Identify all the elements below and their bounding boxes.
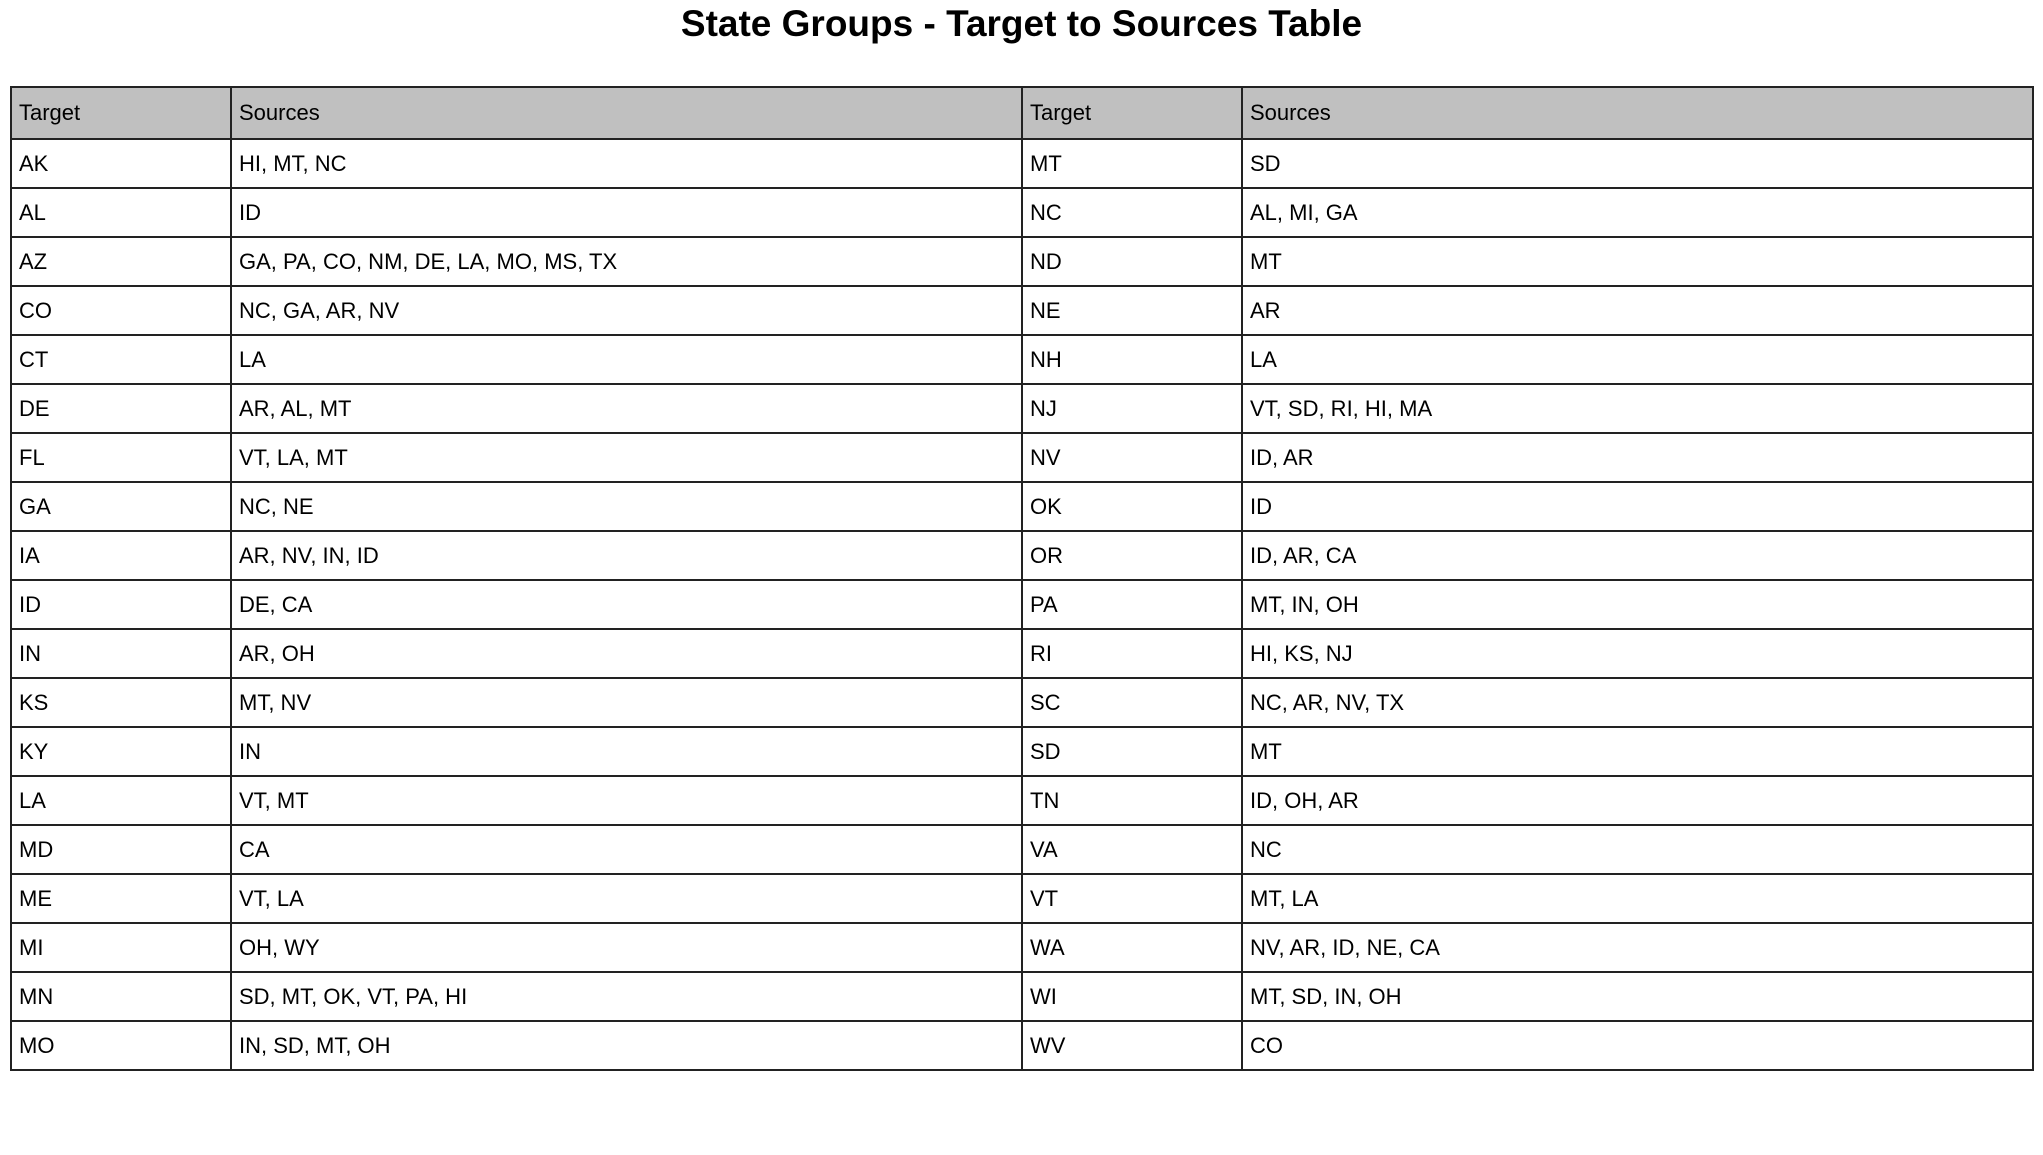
target-cell-right: NE bbox=[1022, 286, 1242, 335]
sources-cell-left: DE, CA bbox=[231, 580, 1022, 629]
sources-cell-left: GA, PA, CO, NM, DE, LA, MO, MS, TX bbox=[231, 237, 1022, 286]
table-body bbox=[11, 139, 2033, 1070]
target-cell-left: KY bbox=[11, 727, 231, 776]
target-cell-left: MI bbox=[11, 923, 231, 972]
sources-cell-right: MT, SD, IN, OH bbox=[1242, 972, 2033, 1021]
sources-cell-right: SD bbox=[1242, 139, 2033, 188]
header-target-right: Target bbox=[1022, 87, 1242, 139]
sources-cell-left: IN bbox=[231, 727, 1022, 776]
table-row bbox=[11, 188, 2033, 237]
sources-cell-right: MT bbox=[1242, 237, 2033, 286]
sources-cell-left: MT, NV bbox=[231, 678, 1022, 727]
table-row bbox=[11, 629, 2033, 678]
table-row bbox=[11, 433, 2033, 482]
target-cell-left: ME bbox=[11, 874, 231, 923]
sources-cell-right: VT, SD, RI, HI, MA bbox=[1242, 384, 2033, 433]
target-cell-right: SC bbox=[1022, 678, 1242, 727]
target-cell-left: ID bbox=[11, 580, 231, 629]
target-cell-right: NH bbox=[1022, 335, 1242, 384]
table-row bbox=[11, 335, 2033, 384]
sources-cell-right: CO bbox=[1242, 1021, 2033, 1070]
target-cell-right: NV bbox=[1022, 433, 1242, 482]
sources-cell-right: NC bbox=[1242, 825, 2033, 874]
sources-cell-left: LA bbox=[231, 335, 1022, 384]
table-row bbox=[11, 580, 2033, 629]
target-cell-right: TN bbox=[1022, 776, 1242, 825]
sources-cell-right: HI, KS, NJ bbox=[1242, 629, 2033, 678]
sources-cell-right: LA bbox=[1242, 335, 2033, 384]
target-cell-left: CO bbox=[11, 286, 231, 335]
sources-cell-left: AR, NV, IN, ID bbox=[231, 531, 1022, 580]
target-cell-right: NJ bbox=[1022, 384, 1242, 433]
target-cell-right: WI bbox=[1022, 972, 1242, 1021]
sources-cell-right: MT, LA bbox=[1242, 874, 2033, 923]
sources-cell-right: ID, AR, CA bbox=[1242, 531, 2033, 580]
target-cell-left: AK bbox=[11, 139, 231, 188]
header-target-left: Target bbox=[11, 87, 231, 139]
sources-cell-left: AR, OH bbox=[231, 629, 1022, 678]
sources-cell-left: HI, MT, NC bbox=[231, 139, 1022, 188]
sources-cell-right: NC, AR, NV, TX bbox=[1242, 678, 2033, 727]
header-sources-right: Sources bbox=[1242, 87, 2033, 139]
page-title: State Groups - Target to Sources Table bbox=[680, 3, 1363, 44]
sources-cell-left: VT, MT bbox=[231, 776, 1022, 825]
target-cell-left: LA bbox=[11, 776, 231, 825]
target-cell-right: RI bbox=[1022, 629, 1242, 678]
table-row bbox=[11, 482, 2033, 531]
sources-cell-right: MT, IN, OH bbox=[1242, 580, 2033, 629]
sources-cell-right: NV, AR, ID, NE, CA bbox=[1242, 923, 2033, 972]
target-cell-left: MD bbox=[11, 825, 231, 874]
table-row bbox=[11, 727, 2033, 776]
sources-cell-left: VT, LA bbox=[231, 874, 1022, 923]
target-cell-left: FL bbox=[11, 433, 231, 482]
sources-cell-left: ID bbox=[231, 188, 1022, 237]
target-cell-right: WV bbox=[1022, 1021, 1242, 1070]
target-cell-right: OK bbox=[1022, 482, 1242, 531]
sources-cell-right: AL, MI, GA bbox=[1242, 188, 2033, 237]
table-row bbox=[11, 776, 2033, 825]
target-cell-right: NC bbox=[1022, 188, 1242, 237]
sources-cell-right: ID, OH, AR bbox=[1242, 776, 2033, 825]
target-cell-left: AZ bbox=[11, 237, 231, 286]
target-sources-table bbox=[10, 86, 2034, 1071]
target-cell-right: WA bbox=[1022, 923, 1242, 972]
sources-cell-right: ID, AR bbox=[1242, 433, 2033, 482]
target-cell-left: AL bbox=[11, 188, 231, 237]
header-sources-left: Sources bbox=[231, 87, 1022, 139]
table-row bbox=[11, 923, 2033, 972]
table-header bbox=[11, 87, 2033, 139]
sources-cell-left: SD, MT, OK, VT, PA, HI bbox=[231, 972, 1022, 1021]
target-cell-right: VA bbox=[1022, 825, 1242, 874]
target-cell-left: MN bbox=[11, 972, 231, 1021]
table-row bbox=[11, 874, 2033, 923]
table-row bbox=[11, 286, 2033, 335]
sources-cell-left: IN, SD, MT, OH bbox=[231, 1021, 1022, 1070]
target-cell-left: IN bbox=[11, 629, 231, 678]
sources-cell-right: MT bbox=[1242, 727, 2033, 776]
target-cell-left: IA bbox=[11, 531, 231, 580]
target-cell-left: CT bbox=[11, 335, 231, 384]
table-row bbox=[11, 678, 2033, 727]
sources-cell-right: ID bbox=[1242, 482, 2033, 531]
sources-cell-left: CA bbox=[231, 825, 1022, 874]
table-row bbox=[11, 1021, 2033, 1070]
table-row bbox=[11, 825, 2033, 874]
target-cell-right: VT bbox=[1022, 874, 1242, 923]
target-cell-right: SD bbox=[1022, 727, 1242, 776]
sources-cell-left: VT, LA, MT bbox=[231, 433, 1022, 482]
sources-cell-left: OH, WY bbox=[231, 923, 1022, 972]
sources-cell-left: NC, GA, AR, NV bbox=[231, 286, 1022, 335]
target-cell-right: ND bbox=[1022, 237, 1242, 286]
target-cell-right: OR bbox=[1022, 531, 1242, 580]
table-row bbox=[11, 237, 2033, 286]
target-cell-left: DE bbox=[11, 384, 231, 433]
target-cell-left: MO bbox=[11, 1021, 231, 1070]
table-row bbox=[11, 972, 2033, 1021]
sources-cell-left: AR, AL, MT bbox=[231, 384, 1022, 433]
target-cell-left: GA bbox=[11, 482, 231, 531]
table-row bbox=[11, 139, 2033, 188]
table-row bbox=[11, 531, 2033, 580]
target-cell-left: KS bbox=[11, 678, 231, 727]
table-row bbox=[11, 384, 2033, 433]
sources-cell-left: NC, NE bbox=[231, 482, 1022, 531]
sources-cell-right: AR bbox=[1242, 286, 2033, 335]
target-cell-right: PA bbox=[1022, 580, 1242, 629]
target-cell-right: MT bbox=[1022, 139, 1242, 188]
header-row bbox=[11, 87, 2033, 139]
